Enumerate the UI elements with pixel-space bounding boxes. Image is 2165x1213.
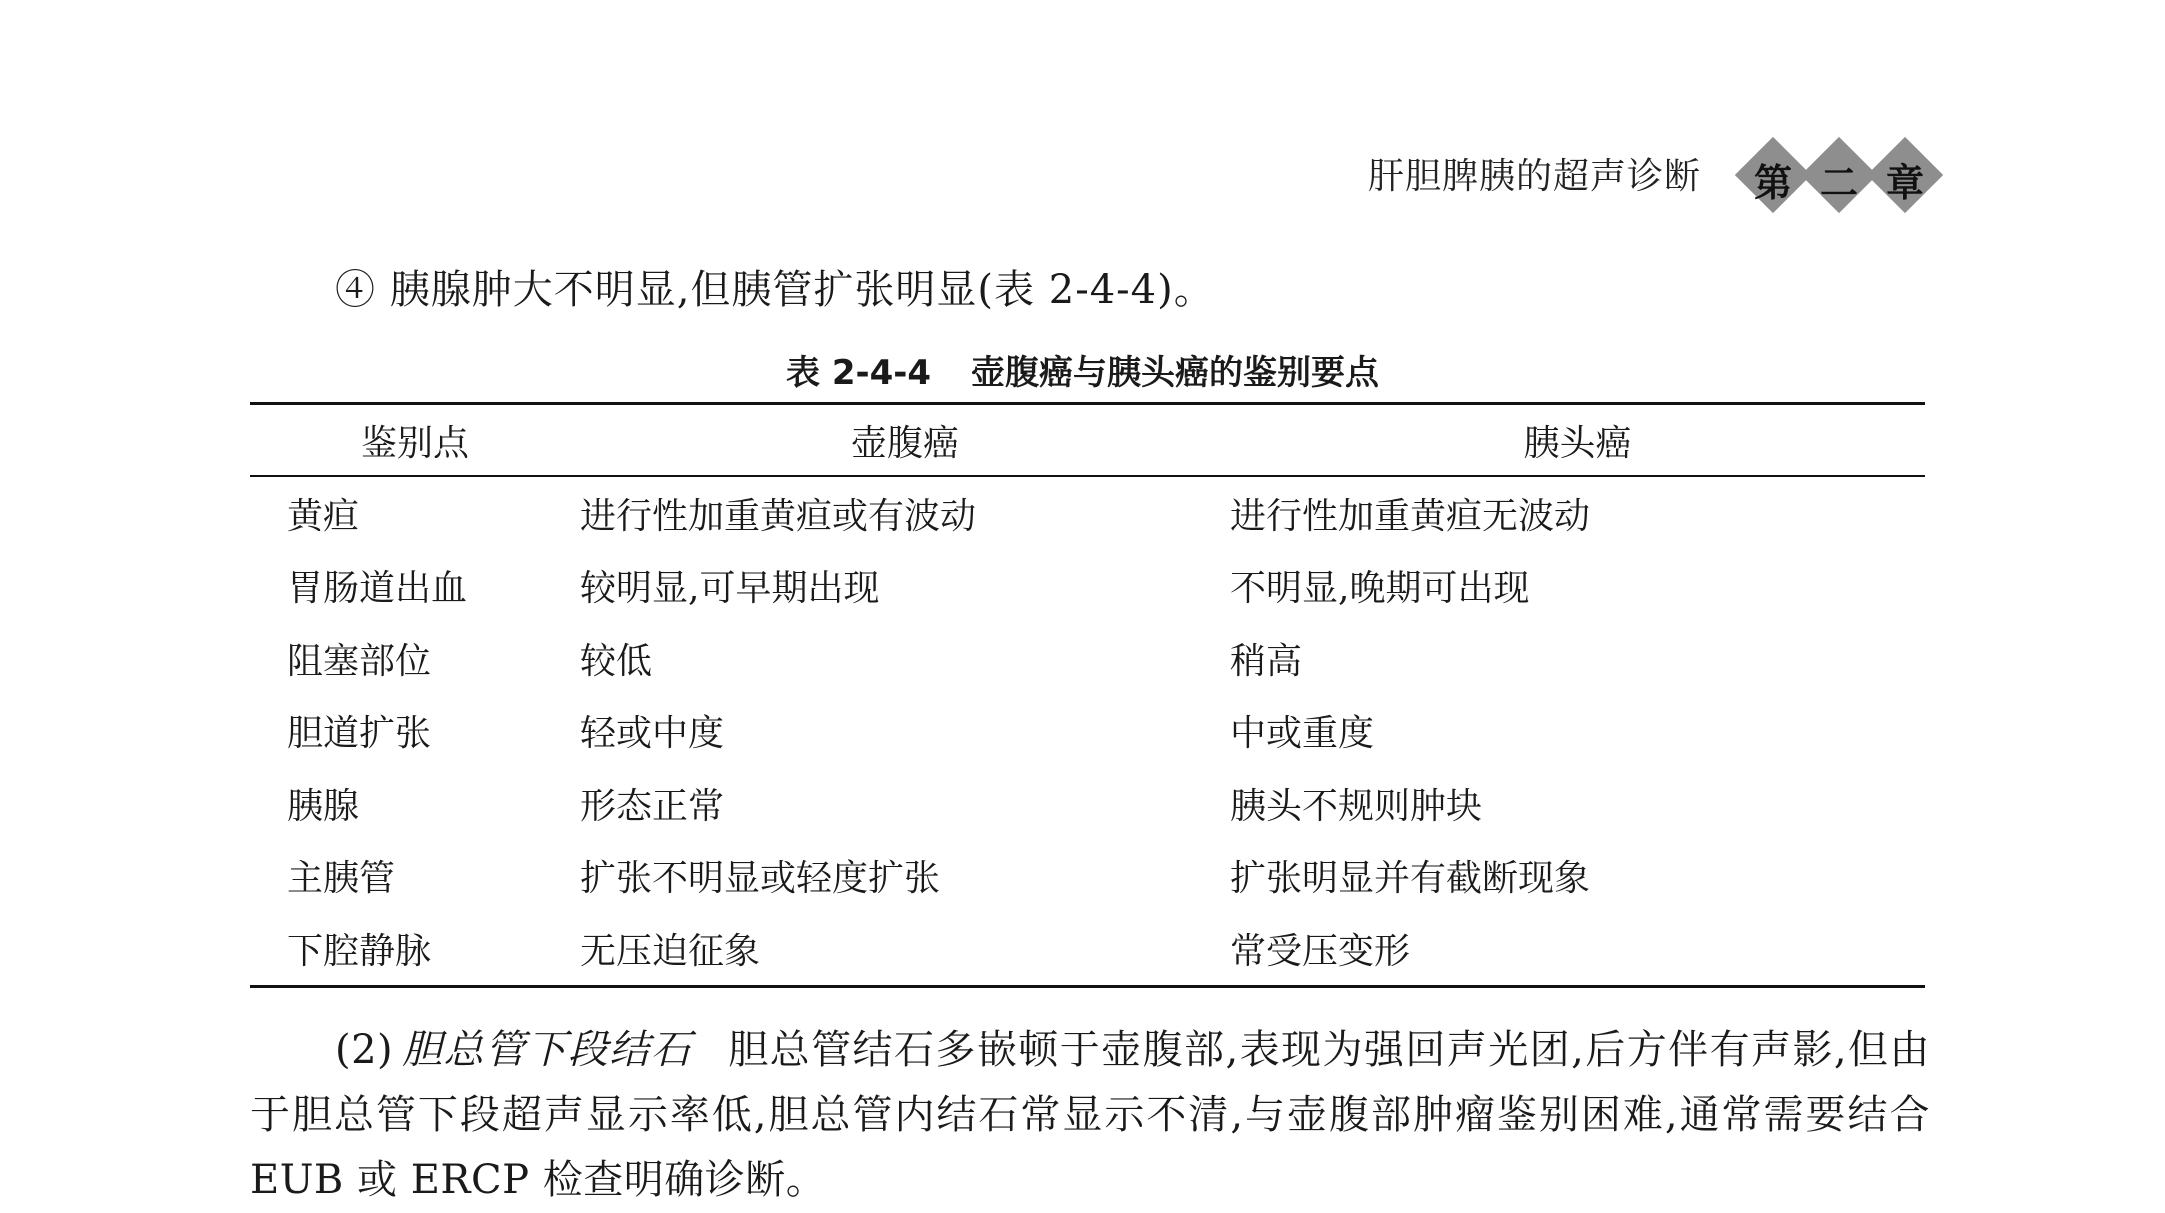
table-caption-number: 表 2-4-4 (785, 353, 932, 393)
paragraph-body: 胆总管结石多嵌顿于壶腹部,表现为强回声光团,后方伴有声影,但由于胆总管下段超声显示率低,胆总管内结石常显示不清,与壶腹部肿瘤鉴别困难,通常需要结合 EUB 或 ERCP 检查明确诊断。 (250, 1027, 1930, 1203)
table-cell: 较明显,可早期出现 (580, 568, 880, 610)
table-cell: 轻或中度 (580, 713, 725, 755)
table-row (250, 550, 1925, 623)
table-row (250, 912, 1925, 986)
table-row (250, 476, 1925, 550)
table-cell: 黄疸 (287, 495, 360, 537)
chapter-char: 二 (1819, 160, 1858, 205)
table-cell: 下腔静脉 (287, 930, 432, 972)
table-cell: 胆道扩张 (287, 713, 432, 755)
table-cell: 稍高 (1230, 640, 1303, 682)
paragraph-number: (2) (335, 1027, 394, 1073)
table-header-row (250, 404, 1925, 477)
table-cell: 常受压变形 (1230, 930, 1411, 972)
table-header-cell: 鉴别点 (360, 422, 469, 464)
table-cell: 胰腺 (287, 785, 360, 827)
chapter-char: 第 (1753, 160, 1792, 205)
table-cell: 进行性加重黄疸无波动 (1230, 495, 1591, 537)
table-cell: 无压迫征象 (580, 930, 761, 972)
body-paragraph (250, 1018, 1930, 1213)
comparison-table (250, 402, 1925, 988)
table-row (250, 767, 1925, 840)
table-row (250, 622, 1925, 695)
table-cell: 形态正常 (580, 785, 725, 827)
table-cell: 胰头不规则肿块 (1230, 785, 1483, 827)
table-cell: 较低 (580, 640, 653, 682)
table-cell: 不明显,晚期可出现 (1230, 568, 1530, 610)
table-row (250, 840, 1925, 913)
chapter-badge (1738, 140, 1938, 210)
table-cell: 主胰管 (287, 858, 396, 900)
table-cell: 阻塞部位 (287, 640, 432, 682)
paragraph-lead-in: 胆总管下段结石 (401, 1027, 693, 1073)
table-header-cell: 壶腹癌 (850, 422, 959, 464)
chapter-char: 章 (1885, 160, 1924, 205)
running-header: 肝胆脾胰的超声诊断 (1368, 156, 1702, 197)
table-cell: 扩张明显并有截断现象 (1230, 858, 1591, 900)
table-cell: 进行性加重黄疸或有波动 (580, 495, 977, 537)
intro-line: ④ 胰腺肿大不明显,但胰管扩张明显(表 2-4-4)。 (335, 267, 1215, 313)
table-header-cell: 胰头癌 (1523, 422, 1632, 464)
table-row (250, 695, 1925, 768)
table-cell: 扩张不明显或轻度扩张 (580, 858, 941, 900)
table-cell: 胃肠道出血 (287, 568, 468, 610)
comparison-table-wrapper (250, 402, 1925, 988)
table-caption-title: 壶腹癌与胰头癌的鉴别要点 (971, 353, 1380, 393)
table-cell: 中或重度 (1230, 713, 1375, 755)
table-caption (0, 345, 2165, 394)
